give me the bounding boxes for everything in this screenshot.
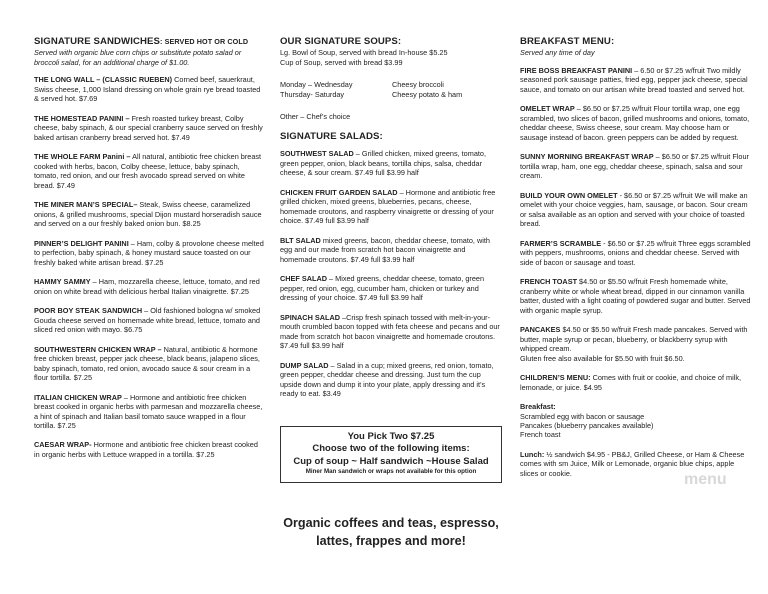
- kids-breakfast: [520, 402, 752, 440]
- soup-other: Other – Chef’s choice: [280, 112, 351, 122]
- menu-item: [520, 191, 752, 229]
- menu-item-desc: – $6.50 or $7.25 w/fruit Flour tortilla wrap, ham, one egg, cheddar cheese, spinach, salsa and sour cream.: [520, 152, 749, 181]
- menu-item: [34, 277, 264, 296]
- menu-item-desc: – $6.50 or $7.25 w/fruit Flour tortilla wrap, one egg scrambled, two slices of bacon, grilled mushrooms and onions, tomato, cheddar cheese, Swiss cheese, sour cream. May choose ham or sausage instead of bacon. green peppers can be added by request.: [520, 104, 750, 142]
- sandwich-list: [34, 75, 264, 459]
- kids-lunch-label: Lunch:: [520, 449, 545, 459]
- organic-coffee-banner: [280, 515, 502, 551]
- sandwiches-title: SIGNATURE SANDWICHES: SERVED HOT OR COLD: [34, 36, 249, 47]
- menu-item-desc: Natural, antibiotic & hormone free chicken breast, pepper jack cheese, black beans, jalapeno slices, baby spinach, tomato, red onion, avocado sauce & sour cream in a flour tortilla. $7.25: [34, 344, 260, 383]
- menu-item-name: THE LONG WALL – (CLASSIC RUEBEN): [34, 75, 173, 85]
- menu-item: [34, 393, 264, 431]
- menu-item-name: CHICKEN FRUIT GARDEN SALAD: [280, 187, 398, 197]
- menu-item: [520, 239, 752, 267]
- menu-item: [34, 75, 264, 103]
- menu-item: [520, 66, 752, 94]
- soup-days: Thursday- Saturday: [280, 89, 345, 99]
- soups-title: OUR SIGNATURE SOUPS:: [280, 36, 402, 47]
- pick-two-note: Miner Man sandwich or wraps not available for this option: [305, 468, 477, 476]
- menu-item-name: SOUTHWESTERN CHICKEN WRAP –: [34, 344, 162, 354]
- menu-item: [520, 325, 752, 353]
- menu-item-desc: Steak, Swiss cheese, caramelized onions, & grilled mushrooms, special Dijon mustard horseradish sauce and served on a our freshly baked onion bun. $8.25: [34, 200, 262, 229]
- menu-item-name: DUMP SALAD: [280, 360, 329, 370]
- breakfast-section: [520, 36, 752, 478]
- menu-item-desc: – Ham, colby & provolone cheese melted to perfection, baby spinach, & honey mustard sauce toasted on our freshly baked white artisan bread. $7.25: [34, 238, 264, 267]
- menu-item-name: PINNER’S DELIGHT PANINI: [34, 238, 129, 248]
- menu-item: [34, 200, 264, 228]
- menu-item-name: FIRE BOSS BREAKFAST PANINI: [520, 65, 633, 75]
- pick-two-title: You Pick Two $7.25: [347, 431, 435, 442]
- menu-item: [520, 277, 752, 315]
- sandwiches-section: [34, 36, 264, 469]
- soups-salads-section: [280, 36, 502, 409]
- menu-item: [520, 104, 752, 142]
- gluten-free-note: Gluten free also available for $5.50 with fruit $6.50.: [520, 353, 685, 363]
- menu-item-desc: – Mixed greens, cheddar cheese, tomato, green pepper, red onion, egg, cucumber ham, chicken or turkey and dressing of your choice. $7.49 full $3.99 half: [280, 274, 485, 303]
- menu-item-name: ITALIAN CHICKEN WRAP: [34, 392, 122, 402]
- kids-breakfast-item: Scrambled egg with bacon or sausage: [520, 411, 645, 421]
- menu-item-desc: –Crisp fresh spinach tossed with melt-in-your-mouth crumbled bacon topped with feta cheese and pecans and our made from scratch hot bacon vinaigrette and homemade croutons. $7.49 full $3.99 half: [280, 312, 500, 351]
- kids-title: CHILDREN’S MENU:: [520, 373, 591, 383]
- sandwiches-note: Served with organic blue corn chips or substitute potato salad or broccoli salad, for an additional charge of $1.00.: [34, 48, 242, 67]
- menu-item-desc: Fresh roasted turkey breast, Colby cheese, baby spinach, & our special cranberry sauce served on freshly baked artisan cranberry bread served hot. $7.49: [34, 113, 263, 142]
- kids-breakfast-item: French toast: [520, 430, 561, 440]
- menu-item: [280, 313, 502, 351]
- menu-item-name: OMELET WRAP: [520, 104, 575, 114]
- menu-item-name: SPINACH SALAD: [280, 312, 340, 322]
- salad-list: [280, 149, 502, 398]
- menu-item: [34, 345, 264, 383]
- menu-item: [280, 274, 502, 302]
- menu-item: [34, 152, 264, 190]
- menu-item-name: BUILD YOUR OWN OMELET: [520, 190, 618, 200]
- menu-item-name: PANCAKES: [520, 325, 561, 335]
- organic-line: Organic coffees and teas, espresso,: [283, 516, 499, 530]
- salads-title: SIGNATURE SALADS:: [280, 130, 383, 142]
- menu-item: [34, 114, 264, 142]
- menu-item-desc: – Hormone and antibiotic free grilled chicken, mixed greens, blueberries, pecans, cheese, homemade croutons, and raspberry vinaigrette or dressing of your choice. $7.49 full $3.99 half: [280, 187, 496, 226]
- menu-item-desc: All natural, antibiotic free chicken breast cooked with herbs, bacon, Colby cheese, lettuce, baby spinach, tomato, red onion, and our fresh avocado spread served on white bread. $7.49: [34, 152, 262, 190]
- menu-item-name: THE WHOLE FARM Panini –: [34, 152, 131, 162]
- menu-item: [34, 440, 264, 459]
- soup-name: Cheesy potato & ham: [392, 89, 463, 99]
- menu-item-desc: - $6.50 or $7.25 w/fruit We will make an omelet with your choice veggies, ham, sausage, or bacon. Sour cream or salsa available as an option and served with your choice of toasted bread.: [520, 190, 748, 229]
- menu-item-name: FARMER’S SCRAMBLE: [520, 238, 602, 248]
- menu-item-name: SUNNY MORNING BREAKFAST WRAP: [520, 152, 654, 162]
- menu-item: [34, 239, 264, 267]
- kids-lunch-desc: ½ sandwich $4.95 - PB&J, Grilled Cheese, or Ham & Cheese comes with sm Juice, Milk or Lemonade, organic blue chips, apple slices or cookie.: [520, 449, 745, 478]
- menu-item-desc: Hormone and antibiotic free chicken breast cooked in organic herbs with Lettuce wrapped in a tortilla. $7.25: [34, 440, 258, 459]
- menu-item-desc: $4.50 or $5.50 w/fruit Fresh homemade white, cranberry white or whole wheat bread, dipped in our cinnamon vanilla batter, dusted with a light coating of powdered sugar and butter. Served with organic maple syrup.: [520, 277, 751, 315]
- menu-item-desc: mixed greens, bacon, cheddar cheese, tomato, with egg and our made from scratch hot bacon vinaigrette and homemade croutons. $7.49 full $3.99 half: [280, 235, 490, 264]
- menu-item-desc: Corned beef, sauerkraut, Swiss cheese, 1,000 Island dressing on whole grain rye bread toasted & served hot. $7.69: [34, 75, 261, 104]
- kids-menu: [520, 373, 752, 392]
- watermark-text: menu: [684, 471, 727, 488]
- kids-breakfast-item: Pancakes (blueberry pancakes available): [520, 421, 654, 430]
- menu-item: [280, 188, 502, 226]
- menu-item-name: HAMMY SAMMY: [34, 277, 91, 287]
- menu-item: [280, 236, 502, 264]
- soup-line: Lg. Bowl of Soup, served with bread In-house $5.25: [280, 48, 448, 58]
- menu-item-desc: $4.50 or $5.50 w/fruit Fresh made pancakes. Served with butter, maple syrup or pecan, blueberry, or blackberry syrup with whipped cream.: [520, 325, 748, 354]
- menu-item-name: THE HOMESTEAD PANINI –: [34, 113, 130, 123]
- menu-item-desc: – Hormone and antibiotic free chicken breast cooked in organic herbs with parmesan and mozzarella cheese, a hint of spinach and Italian basil tomato sauce wrapped in a flour tortilla. $7.25: [34, 392, 263, 430]
- soup-schedule: [280, 80, 502, 99]
- menu-item-name: BLT SALAD: [280, 235, 321, 245]
- menu-item-name: THE MINER MAN’S SPECIAL–: [34, 200, 138, 210]
- breakfast-list: [520, 66, 752, 354]
- organic-line: lattes, frappes and more!: [316, 533, 466, 548]
- pick-two-options: Cup of soup ~ Half sandwich ~House Salad: [293, 455, 489, 467]
- menu-item: [34, 306, 264, 334]
- menu-item: [280, 361, 502, 399]
- soup-name: Cheesy broccoli: [392, 80, 444, 90]
- menu-item-desc: - $6.50 or $7.25 w/fruit Three eggs scrambled with peppers, mushrooms, onions and cheddar cheese. Served with side of bacon or sausage and toast.: [520, 238, 751, 267]
- menu-item-desc: – Grilled chicken, mixed greens, tomato, green pepper, onion, black beans, tortilla chips, salsa, cheddar cheese, & sour cream. $7.49 full $3.99 half: [280, 149, 486, 178]
- menu-item-desc: – Salad in a cup; mixed greens, red onion, tomato, green pepper, cheddar cheese and dressing. Just turn the cup upside down and dump it into your plate, apply dressing and it’s ready to eat. $3.49: [280, 360, 494, 399]
- kids-breakfast-label: Breakfast:: [520, 402, 556, 412]
- menu-item-name: POOR BOY STEAK SANDWICH: [34, 306, 143, 316]
- soup-line: Cup of Soup, served with bread $3.99: [280, 57, 403, 67]
- menu-item-name: FRENCH TOAST: [520, 277, 578, 287]
- soup-days: Monday – Wednesday: [280, 80, 353, 90]
- menu-item-desc: – Old fashioned bologna w/ smoked Gouda cheese served on homemade white bread, lettuce, tomato and sliced red onion with mayo. $6.75: [34, 306, 261, 335]
- menu-item-name: CHEF SALAD: [280, 274, 328, 284]
- menu-item-name: CAESAR WRAP-: [34, 440, 92, 450]
- menu-item-name: SOUTHWEST SALAD: [280, 149, 354, 159]
- kids-desc: Comes with fruit or cookie, and choice of milk, lemonade, or juice. $4.95: [520, 373, 742, 392]
- pick-two-box: [280, 426, 502, 483]
- menu-item-desc: – 6.50 or $7.25 w/fruit Two mildly seasoned pork sausage patties, fried egg, pepper jack cheese, special sauce, and tomato on our artisan white bread toasted and served hot.: [520, 65, 748, 94]
- menu-item: [280, 149, 502, 177]
- menu-item: [520, 152, 752, 180]
- menu-item-desc: – Ham, mozzarella cheese, lettuce, tomato, and red onion on white bread with delicious herbal Italian vinaigrette. $7.25: [34, 277, 260, 296]
- breakfast-title: BREAKFAST MENU:: [520, 36, 615, 47]
- pick-two-choose: Choose two of the following items:: [312, 443, 470, 455]
- breakfast-note: Served any time of day: [520, 48, 595, 58]
